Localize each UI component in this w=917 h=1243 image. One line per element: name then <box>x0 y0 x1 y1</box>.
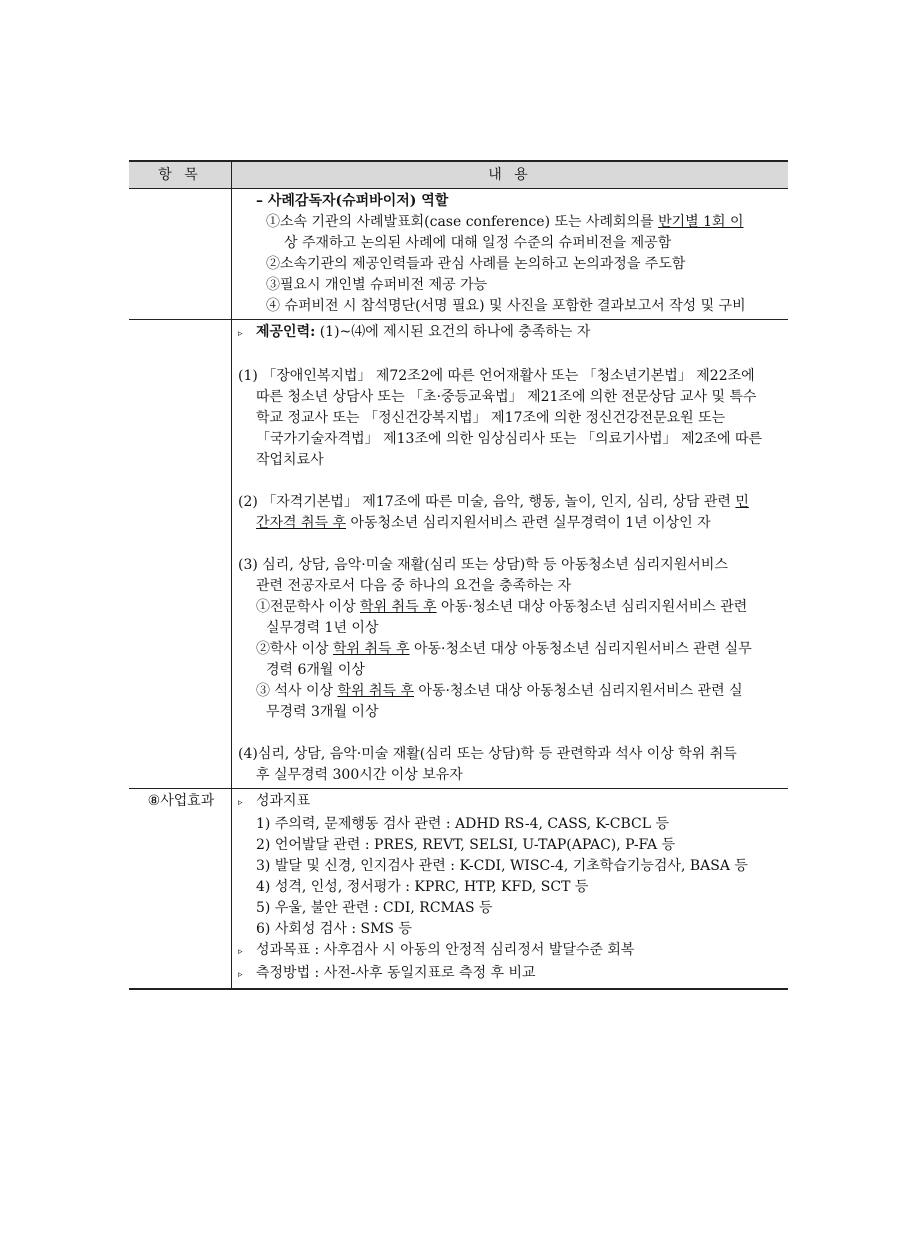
staff-intro: ▹ 제공인력: (1)~⑷에 제시된 요건의 하나에 충족하는 자 <box>238 322 784 345</box>
indicator-item: 4) 성격, 인성, 정서평가 : KPRC, HTP, KFD, SCT 등 <box>256 879 589 895</box>
indicator-title: ▹ 성과지표 <box>238 791 784 814</box>
method-line: ▹ 측정방법 : 사전-사후 동일지표로 측정 후 비교 <box>238 963 784 986</box>
requirement-1-cont: 따른 청소년 상담사 또는 「초·중등교육법」 제21조에 의한 전문상담 교사 및 특수 <box>256 389 757 405</box>
triangle-bullet-icon: ▹ <box>238 798 243 808</box>
requirement-4: (4)심리, 상담, 음악·미술 재활(심리 또는 상담)학 등 관련학과 석사 이상 학위 취득 <box>238 746 737 762</box>
requirement-3: (3) 심리, 상담, 음악·미술 재활(심리 또는 상담)학 등 아동청소년 심리지원서비스 <box>238 557 728 573</box>
requirement-4-cont: 후 실무경력 300시간 이상 보유자 <box>256 767 463 783</box>
indicator-item: 3) 발달 및 신경, 인지검사 관련 : K-CDI, WISC-4, 기초학습기능검사, BASA 등 <box>256 858 748 874</box>
staff-label-cell <box>129 320 232 789</box>
indicator-item: 6) 사회성 검사 : SMS 등 <box>256 921 412 937</box>
requirement-2-cont: 간자격 취득 후 아동청소년 심리지원서비스 관련 실무경력이 1년 이상인 자 <box>256 515 711 531</box>
header-item: 항 목 <box>129 161 232 189</box>
requirement-3-item-cont: 실무경력 1년 이상 <box>266 620 379 636</box>
supervisor-label-cell <box>129 189 232 320</box>
supervisor-row <box>129 189 788 320</box>
requirement-1: (1) 「장애인복지법」 제72조2에 따른 언어재활사 또는 「청소년기본법」 제22조에 <box>238 368 755 384</box>
requirement-1-cont: 「국가기술자격법」 제13조에 의한 임상심리사 또는 「의료기사법」 제2조에 따른 <box>256 431 763 447</box>
indicator-item: 5) 우울, 불안 관련 : CDI, RCMAS 등 <box>256 900 493 916</box>
effect-content-cell <box>232 789 789 990</box>
goal-line: ▹ 성과목표 : 사후검사 시 아동의 안정적 심리정서 발달수준 회복 <box>238 940 784 963</box>
requirement-2: (2) 「자격기본법」 제17조에 따른 미술, 음악, 행동, 놀이, 인지, 심리, 상담 관련 민 <box>238 494 749 510</box>
header-content: 내 용 <box>232 161 789 189</box>
triangle-bullet-icon: ▹ <box>238 947 243 957</box>
indicator-item: 1) 주의력, 문제행동 검사 관련 : ADHD RS-4, CASS, K-CBCL 등 <box>256 816 669 832</box>
supervisor-item: ②소속기관의 제공인력들과 관심 사례를 논의하고 논의과정을 주도함 <box>266 256 686 272</box>
requirement-3-item: ③ 석사 이상 학위 취득 후 아동·청소년 대상 아동청소년 심리지원서비스 관련 실 <box>256 683 743 699</box>
effect-row <box>129 789 788 990</box>
staff-row <box>129 320 788 789</box>
staff-content-cell <box>232 320 789 789</box>
requirement-3-item: ①전문학사 이상 학위 취득 후 아동·청소년 대상 아동청소년 심리지원서비스 관련 <box>256 599 748 615</box>
effect-label: ⑧사업효과 <box>129 789 232 990</box>
triangle-bullet-icon: ▹ <box>238 329 243 339</box>
program-table <box>129 160 788 990</box>
supervisor-item: 상 주재하고 논의된 사례에 대해 일정 수준의 슈퍼비전을 제공함 <box>284 235 672 251</box>
supervisor-item: ③필요시 개인별 슈퍼비전 제공 가능 <box>266 277 488 293</box>
requirement-1-cont: 작업치료사 <box>256 452 324 468</box>
requirement-3-item: ②학사 이상 학위 취득 후 아동·청소년 대상 아동청소년 심리지원서비스 관련 실무 <box>256 641 752 657</box>
table-header-row <box>129 161 788 189</box>
triangle-bullet-icon: ▹ <box>238 970 243 980</box>
supervisor-item: ①소속 기관의 사례발표회(case conference) 또는 사례회의를 반기별 1회 이 <box>266 214 744 230</box>
indicator-item: 2) 언어발달 관련 : PRES, REVT, SELSI, U-TAP(APAC), P-FA 등 <box>256 837 676 853</box>
requirement-1-cont: 학교 정교사 또는 「정신건강복지법」 제17조에 의한 정신건강전문요원 또는 <box>256 410 726 426</box>
supervisor-content-cell <box>232 189 789 320</box>
requirement-3-cont: 관련 전공자로서 다음 중 하나의 요건을 충족하는 자 <box>256 578 572 594</box>
requirement-3-item-cont: 경력 6개월 이상 <box>266 662 365 678</box>
supervisor-heading: – 사례감독자(슈퍼바이저) 역할 <box>256 193 449 209</box>
requirement-3-item-cont: 무경력 3개월 이상 <box>266 704 379 720</box>
supervisor-item: ④ 슈퍼비전 시 참석명단(서명 필요) 및 사진을 포함한 결과보고서 작성 및 구비 <box>266 298 746 314</box>
